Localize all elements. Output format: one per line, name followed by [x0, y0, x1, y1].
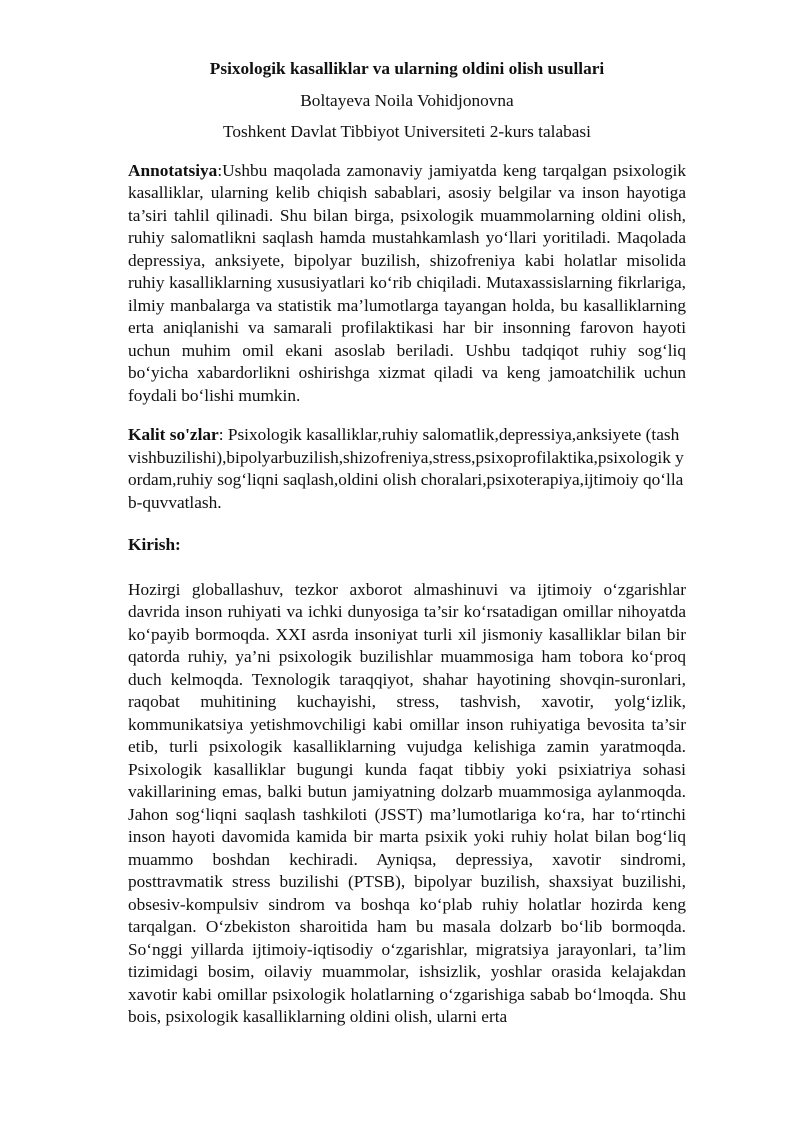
abstract-label: Annotatsiya — [128, 160, 218, 180]
keywords-paragraph — [128, 424, 686, 514]
document-page — [128, 58, 686, 1029]
intro-paragraph: Hozirgi globallashuv, tezkor axborot almashinuvi va ijtimoiy o‘zgarishlar davrida inson ruhiyati va ichki dunyosiga ta’sir ko‘rsatadigan omillar nihoyatda ko‘payib bormoqda. XXI asrda insoniyat turli xil jismoniy kasalliklar bilan bir qatorda ruhiy, ya’ni psixologik buzilishlar muammosiga ham tobora ko‘proq duch kelmoqda. Texnologik taraqqiyot, shahar hayotining shovqin-suronlari, raqobat muhitining kuchayishi, stress, tashvish, xavotir, yolg‘izlik, kommunikatsiya yetishmovchiligi kabi omillar inson ruhiyatiga bevosita ta’sir etib, turli psixologik kasalliklarning vujudga kelishiga zamin yaratmoqda. Psixologik kasalliklar bugungi kunda faqat tibbiy yoki psixiatriya sohasi vakillarining emas, balki butun jamiyatning dolzarb muammosiga aylanmoqda. Jahon sog‘liqni saqlash tashkiloti (JSST) ma’lumotlariga ko‘ra, har to‘rtinchi inson hayoti davomida kamida bir marta psixik yoki ruhiy holat bilan bog‘liq muammo boshdan kechiradi. Ayniqsa, depressiya, xavotir sindromi, posttravmatik stress buzilishi (PTSB), bipolyar buzilish, shaxsiyat buzilishi, obsesiv-kompulsiv sindrom va boshqa ko‘plab ruhiy holatlar hozirda keng tarqalgan. O‘zbekiston sharoitida ham bu masala dolzarb bo‘lib bormoqda. So‘nggi yillarda ijtimoiy-iqtisodiy o‘zgarishlar, migratsiya jarayonlari, ta’lim tizimidagi bosim, oilaviy muammolar, ishsizlik, yoshlar orasida kelajakdan xavotir kabi omillar psixologik holatlarning o‘zgarishiga sabab bo‘lmoqda. Shu bois, psixologik kasalliklarning oldini olish, ularni erta — [128, 579, 686, 1027]
author-affiliation: Toshkent Davlat Tibbiyot Universiteti 2-kurs talabasi — [223, 122, 591, 141]
keywords-text: : Psixologik kasalliklar,ruhiy salomatlik,depressiya,anksiyete (tashvishbuzilishi),bipolyarbuzilish,shizofreniya,stress,psixoprofilaktika,psixologik yordam,ruhiy sog‘liqni saqlash,oldini olish choralari,psixoterapiya,ijtimoiy qo‘llab-quvvatlash. — [128, 425, 684, 512]
author-name: Boltayeva Noila Vohidjonovna — [300, 90, 514, 110]
keywords-label: Kalit so'zlar — [128, 425, 219, 445]
abstract-text: :Ushbu maqolada zamonaviy jamiyatda keng tarqalgan psixologik kasalliklar, ularning kelib chiqish sabablari, asosiy belgilar va inson hayotiga ta’siri tahlil qilinadi. Shu bilan birga, psixologik muammolarning oldini olish, ruhiy salomatlikni saqlash hamda mustahkamlash yo‘llari yoritiladi. Maqolada depressiya, anksiyete, bipolyar buzilish, shizofreniya kabi holatlar misolida ruhiy kasalliklarning xususiyatlari ko‘rib chiqiladi. Mutaxassislarning fikrlariga, ilmiy manbalarga va statistik ma’lumotlarga tayangan holda, bu kasalliklarning erta aniqlanishi va samarali profilaktikasi har bir insonning farovon hayoti uchun muhim omil ekani asoslab beriladi. Ushbu tadqiqot ruhiy sog‘liq bo‘yicha xabardorlikni oshirishga xizmat qiladi va keng jamoatchilik uchun foydali bo‘lishi mumkin. — [128, 160, 686, 405]
abstract-paragraph — [128, 160, 686, 408]
intro-heading: Kirish: — [128, 535, 181, 555]
paper-title: Psixologik kasalliklar va ularning oldini olish usullari — [209, 59, 605, 78]
